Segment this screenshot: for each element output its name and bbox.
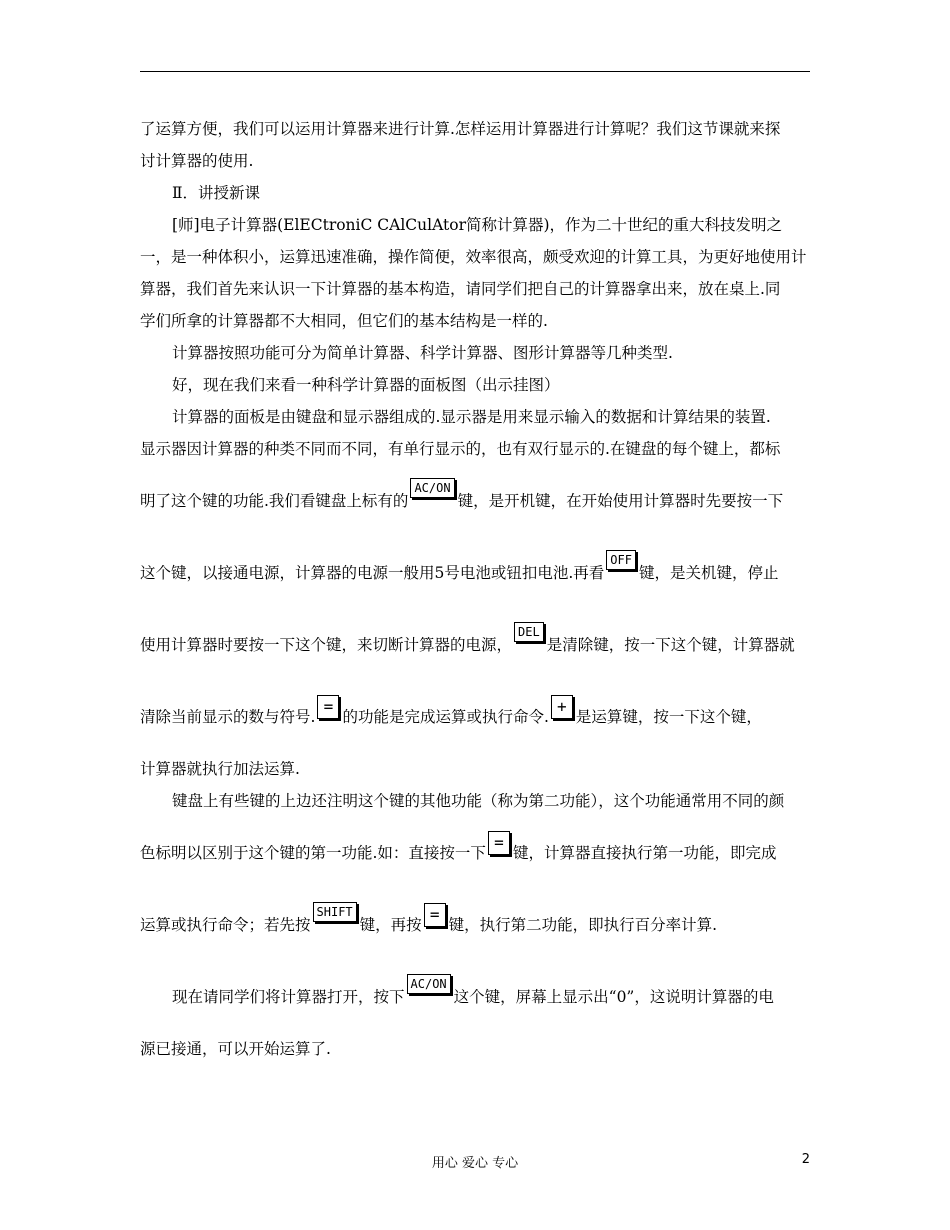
text-run: 键，执行第二功能，即执行百分率计算. [448, 916, 718, 934]
paragraph-line: 讨计算器的使用. [140, 152, 254, 170]
text-run: 的功能是完成运算或执行命令. [342, 708, 549, 726]
del-key-icon: DEL [514, 622, 544, 642]
paragraph-line: 键盘上有些键的上边还注明这个键的其他功能（称为第二功能），这个功能通常用不同的颜 [172, 792, 785, 810]
shift-key-icon: SHIFT [313, 902, 357, 922]
paragraph-line: 显示器因计算器的种类不同而不同，有单行显示的，也有双行显示的.在键盘的每个键上，都标 [140, 440, 781, 458]
equals-key-icon: = [317, 695, 339, 719]
text-run: 键，再按 [359, 916, 422, 934]
page-number: 2 [801, 1152, 810, 1167]
paragraph-line [140, 537, 810, 609]
text-run: 键，是关机键，停止 [638, 564, 779, 582]
text-run: 色标明以区别于这个键的第一功能.如：直接按一下 [140, 844, 486, 862]
paragraph-line: 学们所拿的计算器都不大相同，但它们的基本结构是一样的. [140, 312, 548, 330]
text-run: 清除当前显示的数与符号. [140, 708, 316, 726]
equals-key-icon: = [424, 903, 446, 927]
paragraph-line: 计算器的面板是由键盘和显示器组成的.显示器是用来显示输入的数据和计算结果的装置. [172, 408, 771, 426]
text-run: 是清除键，按一下这个键，计算器就 [546, 636, 795, 654]
text-run: 使用计算器时要按一下这个键，来切断计算器的电源， [140, 636, 513, 654]
document-body [140, 113, 810, 1065]
paragraph-line [140, 609, 810, 681]
paragraph-line [140, 465, 810, 537]
paragraph-line: 计算器就执行加法运算. [140, 760, 300, 778]
plus-key-icon: + [551, 695, 573, 719]
paragraph-line: [师]电子计算器(ElECtroniC CAlCulAtor简称计算器)，作为二十世纪的重大科技发明之 [172, 216, 783, 234]
text-run: 明了这个键的功能.我们看键盘上标有的 [140, 492, 409, 510]
ac-on-key-icon: AC/ON [410, 478, 454, 498]
paragraph-line [140, 817, 810, 889]
text-run: 键，是开机键，在开始使用计算器时先要按一下 [457, 492, 784, 510]
paragraph-line: 一，是一种体积小，运算迅速准确，操作简便，效率很高，颇受欢迎的计算工具，为更好地使用计 [140, 248, 807, 266]
paragraph-line: 计算器按照功能可分为简单计算器、科学计算器、图形计算器等几种类型. [172, 344, 673, 362]
text-run: 现在请同学们将计算器打开，按下 [172, 988, 405, 1006]
paragraph-line [140, 681, 810, 753]
footer-motto: 用心 爱心 专心 [431, 1156, 519, 1171]
paragraph-line [140, 889, 810, 961]
text-run: 运算或执行命令；若先按 [140, 916, 311, 934]
paragraph-line: 了运算方便，我们可以运用计算器来进行计算.怎样运用计算器进行计算呢？我们这节课就来探 [140, 120, 781, 138]
off-key-icon: OFF [606, 550, 636, 570]
section-heading: Ⅱ．讲授新课 [172, 184, 261, 202]
text-run: 这个键，屏幕上显示出“0”，这说明计算器的电 [453, 988, 774, 1006]
paragraph-line [140, 961, 810, 1033]
text-run: 是运算键，按一下这个键， [575, 708, 762, 726]
paragraph-line: 源已接通，可以开始运算了. [140, 1040, 331, 1058]
paragraph-line: 算器，我们首先来认识一下计算器的基本构造，请同学们把自己的计算器拿出来，放在桌上.同 [140, 280, 781, 298]
header-rule [140, 71, 810, 72]
ac-on-key-icon: AC/ON [407, 974, 451, 994]
text-run: 键，计算器直接执行第一功能，即完成 [512, 844, 777, 862]
paragraph-line: 好，现在我们来看一种科学计算器的面板图（出示挂图） [172, 376, 560, 394]
text-run: 这个键，以接通电源，计算器的电源一般用5号电池或钮扣电池.再看 [140, 564, 605, 582]
equals-key-icon: = [488, 831, 510, 855]
